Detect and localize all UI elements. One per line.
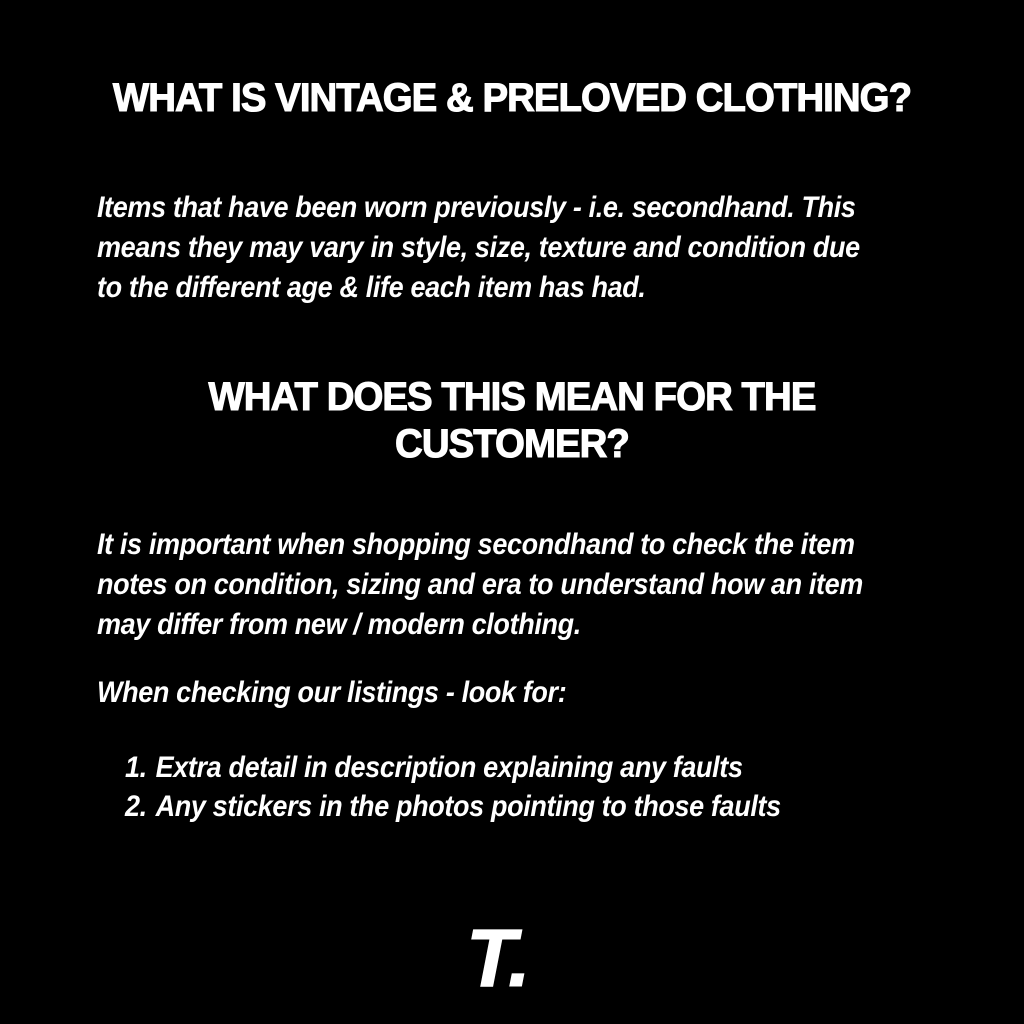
checklist-item-number: 2. (125, 790, 147, 823)
listings-intro-text: When checking our listings - look for: (97, 676, 567, 709)
checklist-item-text: Extra detail in description explaining any faults (155, 751, 743, 784)
section-title-customer (20, 374, 1003, 468)
brand-logo-t-icon: T. (466, 913, 529, 1004)
customer-info-paragraph (97, 525, 863, 645)
page-title: WHAT IS VINTAGE & PRELOVED CLOTHING? (112, 76, 912, 120)
checklist-item (125, 787, 781, 826)
section-title-line-1: WHAT DOES THIS MEAN FOR THE (208, 375, 816, 419)
checklist (125, 748, 781, 826)
intro-line-1: Items that have been worn previously - i.e. secondhand. This (97, 191, 856, 224)
checklist-item (125, 748, 781, 787)
intro-paragraph (97, 188, 860, 308)
section-title-line-2: CUSTOMER? (395, 422, 629, 466)
intro-line-2: means they may vary in style, size, texture and condition due (97, 231, 860, 264)
customer-info-line-3: may differ from new / modern clothing. (97, 608, 581, 641)
checklist-item-number: 1. (125, 751, 147, 784)
customer-info-line-1: It is important when shopping secondhand to check the item (97, 528, 855, 561)
checklist-item-text: Any stickers in the photos pointing to those faults (155, 790, 781, 823)
customer-info-line-2: notes on condition, sizing and era to understand how an item (97, 568, 863, 601)
intro-line-3: to the different age & life each item has had. (97, 271, 646, 304)
